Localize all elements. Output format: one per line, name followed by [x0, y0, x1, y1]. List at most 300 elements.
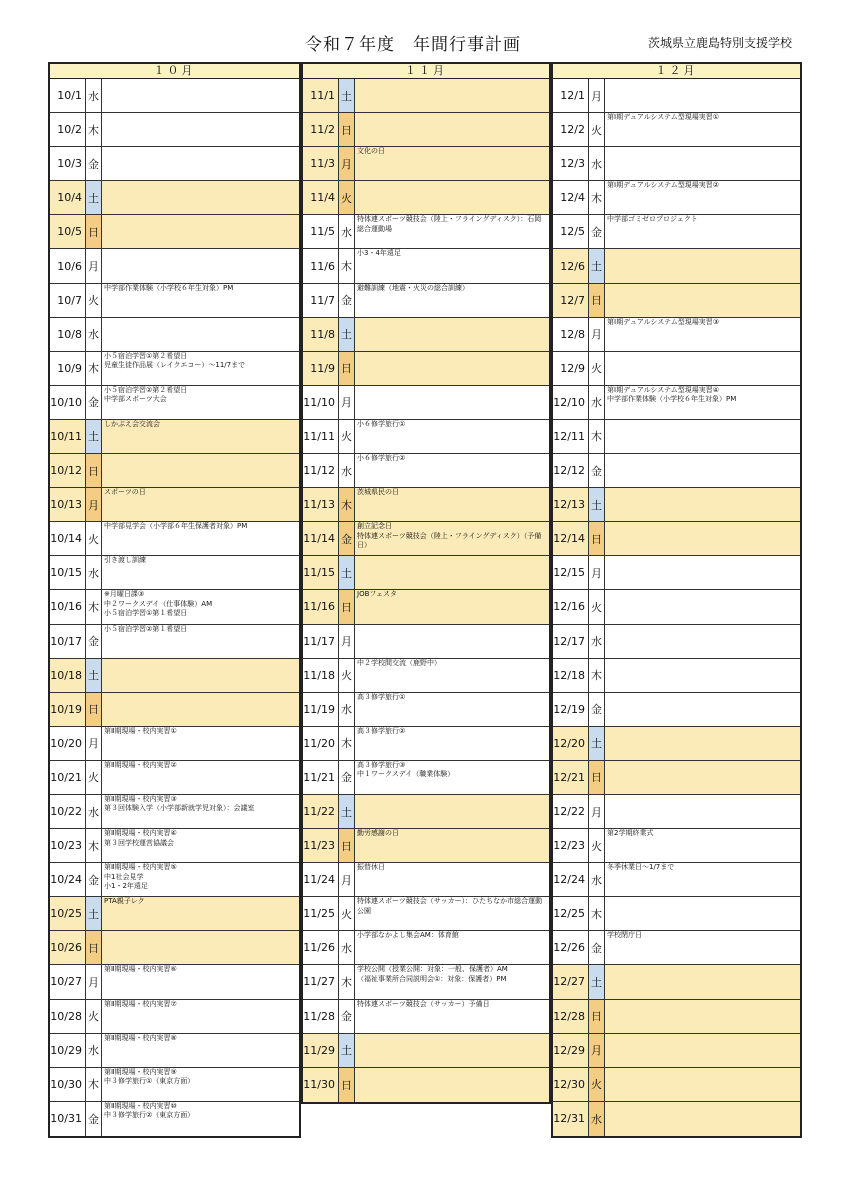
day-date: 11/29	[303, 1034, 339, 1067]
day-events	[355, 1068, 549, 1102]
day-date: 11/10	[303, 386, 339, 419]
day-weekday: 土	[339, 79, 355, 112]
day-events: JOBフェスタ	[355, 590, 549, 623]
day-date: 10/29	[50, 1034, 86, 1067]
day-date: 12/14	[553, 522, 589, 555]
day-events	[102, 147, 299, 180]
day-date: 12/24	[553, 863, 589, 896]
day-events: 特体連スポーツ競技会（サッカー）予備日	[357, 999, 490, 1008]
day-date: 10/14	[50, 522, 86, 555]
day-date: 12/29	[553, 1034, 589, 1067]
day-date: 12/17	[553, 625, 589, 658]
day-events: 小５宿泊学習①第２希望日 児童生徒作品展（レイクエコー）～11/7まで	[104, 351, 246, 370]
month-column-december	[551, 62, 802, 1138]
day-events: 第Ⅱ期現場・校内実習③ 第３回体験入学（小学部新就学児対象）：会議室	[104, 794, 255, 813]
day-events: 学校公開（授業公開：対象：一般、保護者）AM （福祉事業所合同説明会①：対象：保護者）PM	[357, 965, 508, 983]
day-events: ※月曜日課③ 中２ワークスデイ（仕事体験）AM 小５宿泊学習①第１希望日	[104, 590, 213, 618]
day-events: 第Ⅱ期現場・校内実習⑥	[104, 965, 177, 974]
day-events: 第Ⅱ期現場・校内実習⑧	[104, 1033, 177, 1042]
day-row	[303, 1034, 549, 1068]
day-weekday: 日	[86, 454, 102, 487]
day-events	[355, 556, 549, 589]
day-events: 振替休日	[357, 863, 385, 872]
day-date: 11/6	[303, 249, 339, 282]
day-row	[553, 249, 800, 283]
day-date: 12/31	[553, 1102, 589, 1136]
day-row	[303, 454, 549, 488]
day-row	[50, 420, 299, 454]
day-weekday: 金	[86, 386, 102, 419]
day-date: 12/8	[553, 318, 589, 351]
day-weekday: 月	[589, 318, 605, 351]
day-row	[553, 1034, 800, 1068]
day-date: 11/16	[303, 590, 339, 623]
day-date: 11/28	[303, 1000, 339, 1033]
day-weekday: 火	[589, 829, 605, 862]
day-row	[50, 965, 299, 999]
day-date: 12/12	[553, 454, 589, 487]
day-row	[303, 147, 549, 181]
day-date: 12/18	[553, 659, 589, 692]
day-events: 第2学期終業式	[607, 829, 654, 838]
day-events: 高３修学旅行①	[357, 692, 406, 701]
day-date: 11/19	[303, 693, 339, 726]
day-events	[605, 761, 800, 794]
day-events: PTA親子レク	[102, 897, 299, 930]
day-events	[355, 318, 549, 351]
day-row	[303, 693, 549, 727]
day-date: 11/4	[303, 181, 339, 214]
day-events	[102, 79, 299, 112]
day-date: 12/28	[553, 1000, 589, 1033]
day-date: 10/7	[50, 284, 86, 317]
day-weekday: 土	[589, 965, 605, 998]
day-weekday: 水	[589, 1102, 605, 1136]
day-row	[553, 795, 800, 829]
day-events	[605, 488, 800, 521]
day-row	[553, 147, 800, 181]
day-events: 創立記念日 特体連スポーツ競技会（陸上・フライングディスク）（予備日）	[355, 522, 549, 555]
day-weekday: 火	[589, 113, 605, 146]
day-events: 第Ⅰ期デュアルシステム型現場実習①	[607, 113, 719, 122]
day-events	[605, 352, 800, 385]
day-events	[355, 1034, 549, 1067]
day-date: 11/8	[303, 318, 339, 351]
day-date: 11/15	[303, 556, 339, 589]
day-weekday: 月	[589, 1034, 605, 1067]
day-date: 10/26	[50, 931, 86, 964]
school-name: 茨城県立鹿島特別支援学校	[648, 36, 793, 50]
day-events	[102, 181, 299, 214]
day-events: 特体連スポーツ競技会（サッカー）：ひたちなか市総合運動公園	[357, 897, 543, 915]
day-weekday: 木	[86, 1068, 102, 1101]
day-weekday: 土	[589, 249, 605, 282]
day-weekday: 火	[589, 590, 605, 623]
day-row	[303, 590, 549, 624]
day-date: 10/4	[50, 181, 86, 214]
day-row	[50, 625, 299, 659]
day-row	[50, 659, 299, 693]
day-row	[50, 284, 299, 318]
day-weekday: 土	[589, 727, 605, 760]
day-weekday: 土	[86, 897, 102, 930]
day-events: 第Ⅰ期デュアルシステム型現場実習④ 中学部作業体験（小学校６年生対象）PM	[607, 385, 737, 404]
day-weekday: 日	[589, 761, 605, 794]
day-row	[553, 318, 800, 352]
day-weekday: 土	[339, 795, 355, 828]
day-row	[303, 181, 549, 215]
day-date: 11/3	[303, 147, 339, 180]
day-row	[50, 693, 299, 727]
day-row	[553, 863, 800, 897]
day-events: 第Ⅱ期現場・校内実習①	[104, 726, 177, 735]
day-events: 小６修学旅行①	[357, 419, 406, 428]
day-date: 10/22	[50, 795, 86, 828]
day-events	[605, 727, 800, 760]
day-date: 10/18	[50, 659, 86, 692]
day-events: しかぷえ会交流会	[102, 420, 299, 453]
day-row	[553, 488, 800, 522]
day-row	[303, 931, 549, 965]
day-date: 11/20	[303, 727, 339, 760]
day-row	[553, 1000, 800, 1034]
day-date: 11/9	[303, 352, 339, 385]
day-weekday: 日	[339, 352, 355, 385]
day-row	[303, 556, 549, 590]
day-row	[50, 590, 299, 624]
day-date: 10/25	[50, 897, 86, 930]
day-weekday: 金	[86, 625, 102, 658]
day-row	[553, 522, 800, 556]
day-events	[102, 454, 299, 487]
day-weekday: 水	[86, 1034, 102, 1067]
day-row	[303, 1000, 549, 1034]
day-row	[50, 386, 299, 420]
day-weekday: 月	[86, 249, 102, 282]
day-date: 11/14	[303, 522, 339, 555]
day-date: 11/18	[303, 659, 339, 692]
day-events	[605, 249, 800, 282]
day-row	[553, 284, 800, 318]
day-date: 12/5	[553, 215, 589, 248]
day-weekday: 月	[339, 863, 355, 896]
day-row	[303, 625, 549, 659]
day-weekday: 火	[589, 1068, 605, 1101]
day-date: 12/21	[553, 761, 589, 794]
day-events: 特体連スポーツ競技会（陸上・フライングディスク）：石岡総合運動場	[357, 215, 542, 233]
day-row	[553, 215, 800, 249]
day-events	[605, 693, 800, 726]
day-date: 12/23	[553, 829, 589, 862]
day-events: 第Ⅱ期現場・校内実習②	[104, 760, 177, 769]
day-events	[102, 693, 299, 726]
day-weekday: 日	[339, 590, 355, 623]
day-date: 12/10	[553, 386, 589, 419]
day-row	[553, 420, 800, 454]
day-date: 12/2	[553, 113, 589, 146]
day-weekday: 火	[339, 659, 355, 692]
day-weekday: 火	[339, 181, 355, 214]
day-date: 11/25	[303, 897, 339, 930]
day-weekday: 火	[86, 284, 102, 317]
day-weekday: 木	[339, 249, 355, 282]
day-weekday: 土	[86, 181, 102, 214]
day-date: 10/28	[50, 1000, 86, 1033]
day-row	[553, 829, 800, 863]
day-weekday: 土	[86, 659, 102, 692]
day-row	[553, 454, 800, 488]
day-weekday: 水	[589, 386, 605, 419]
day-row	[50, 795, 299, 829]
day-row	[50, 249, 299, 283]
day-row	[50, 897, 299, 931]
day-date: 12/11	[553, 420, 589, 453]
day-events	[355, 181, 549, 214]
day-date: 11/7	[303, 284, 339, 317]
day-date: 12/20	[553, 727, 589, 760]
day-date: 10/19	[50, 693, 86, 726]
day-events	[355, 352, 549, 385]
day-events: 勤労感謝の日	[355, 829, 549, 862]
day-row	[553, 693, 800, 727]
day-events: 引き渡し訓練	[104, 556, 146, 565]
day-weekday: 水	[86, 79, 102, 112]
day-weekday: 金	[339, 1000, 355, 1033]
day-weekday: 木	[339, 727, 355, 760]
day-date: 11/24	[303, 863, 339, 896]
day-date: 11/11	[303, 420, 339, 453]
day-weekday: 木	[339, 965, 355, 998]
day-date: 10/9	[50, 352, 86, 385]
day-row	[303, 965, 549, 999]
month-column-october	[48, 62, 301, 1138]
day-row	[50, 863, 299, 897]
day-row	[553, 181, 800, 215]
day-events	[605, 659, 800, 692]
day-events: 中学部ゴミゼロプロジェクト	[607, 215, 698, 224]
day-date: 11/22	[303, 795, 339, 828]
day-events	[605, 1000, 800, 1033]
day-weekday: 土	[339, 556, 355, 589]
day-row	[50, 522, 299, 556]
day-weekday: 月	[589, 556, 605, 589]
day-row	[50, 931, 299, 965]
day-events	[102, 931, 299, 964]
day-events	[102, 249, 299, 282]
day-events	[102, 659, 299, 692]
day-row	[50, 829, 299, 863]
day-row	[303, 215, 549, 249]
day-weekday: 土	[339, 318, 355, 351]
day-row	[50, 761, 299, 795]
day-weekday: 日	[589, 284, 605, 317]
day-events	[605, 284, 800, 317]
day-weekday: 金	[589, 215, 605, 248]
day-row	[303, 897, 549, 931]
day-row	[303, 761, 549, 795]
day-weekday: 金	[86, 147, 102, 180]
day-events	[102, 318, 299, 351]
day-row	[50, 79, 299, 113]
day-date: 12/25	[553, 897, 589, 930]
day-date: 10/10	[50, 386, 86, 419]
day-weekday: 木	[589, 897, 605, 930]
day-weekday: 金	[589, 693, 605, 726]
day-row	[553, 761, 800, 795]
day-date: 11/27	[303, 965, 339, 998]
day-events: 高３修学旅行②	[357, 726, 406, 735]
month-header: １０月	[50, 64, 299, 79]
day-row	[50, 147, 299, 181]
day-events: 小６修学旅行②	[357, 454, 406, 463]
day-row	[553, 113, 800, 147]
day-weekday: 水	[339, 454, 355, 487]
day-date: 10/12	[50, 454, 86, 487]
day-row	[553, 352, 800, 386]
day-events	[605, 897, 800, 930]
day-row	[553, 625, 800, 659]
day-weekday: 水	[86, 556, 102, 589]
day-row	[553, 1068, 800, 1102]
day-date: 10/5	[50, 215, 86, 248]
day-row	[50, 1034, 299, 1068]
day-weekday: 月	[339, 386, 355, 419]
day-date: 12/19	[553, 693, 589, 726]
day-weekday: 月	[86, 727, 102, 760]
day-date: 12/3	[553, 147, 589, 180]
day-row	[303, 284, 549, 318]
day-date: 10/1	[50, 79, 86, 112]
day-weekday: 木	[589, 181, 605, 214]
day-date: 12/9	[553, 352, 589, 385]
day-weekday: 木	[589, 420, 605, 453]
day-date: 10/6	[50, 249, 86, 282]
day-date: 11/2	[303, 113, 339, 146]
day-weekday: 水	[339, 215, 355, 248]
day-events	[605, 590, 800, 623]
day-row	[553, 965, 800, 999]
day-date: 11/12	[303, 454, 339, 487]
day-weekday: 水	[589, 147, 605, 180]
day-weekday: 日	[86, 215, 102, 248]
day-events	[355, 79, 549, 112]
day-row	[303, 113, 549, 147]
day-weekday: 火	[339, 420, 355, 453]
day-weekday: 木	[589, 659, 605, 692]
day-date: 10/30	[50, 1068, 86, 1101]
day-weekday: 金	[589, 454, 605, 487]
day-weekday: 水	[589, 625, 605, 658]
day-events	[605, 1034, 800, 1067]
day-row	[303, 522, 549, 556]
day-date: 12/26	[553, 931, 589, 964]
day-weekday: 木	[86, 352, 102, 385]
day-row	[303, 795, 549, 829]
day-date: 10/15	[50, 556, 86, 589]
day-weekday: 日	[339, 829, 355, 862]
day-row	[553, 659, 800, 693]
day-events: 中学部作業体験（小学校６年生対象）PM	[104, 283, 234, 292]
day-events: 第Ⅱ期現場・校内実習⑩ 中３修学旅行②（東京方面）	[104, 1101, 195, 1120]
day-events	[102, 215, 299, 248]
day-weekday: 火	[589, 352, 605, 385]
day-row	[553, 386, 800, 420]
day-events: 小3・4年遠足	[357, 249, 401, 258]
day-row	[553, 1102, 800, 1136]
day-events: 中学部見学会（小学部６年生保護者対象）PM	[104, 522, 248, 531]
day-row	[303, 420, 549, 454]
day-row	[50, 1068, 299, 1102]
day-weekday: 金	[589, 931, 605, 964]
day-row	[303, 318, 549, 352]
day-date: 10/11	[50, 420, 86, 453]
day-row	[50, 488, 299, 522]
day-events: 第Ⅰ期デュアルシステム型現場実習②	[607, 181, 719, 190]
day-weekday: 金	[339, 284, 355, 317]
month-column-november	[301, 62, 551, 1104]
day-row	[303, 727, 549, 761]
day-row	[553, 556, 800, 590]
day-weekday: 日	[86, 931, 102, 964]
day-row	[303, 79, 549, 113]
day-row	[50, 318, 299, 352]
day-weekday: 日	[339, 113, 355, 146]
day-row	[303, 352, 549, 386]
day-row	[553, 79, 800, 113]
day-events	[102, 113, 299, 146]
day-weekday: 金	[86, 1102, 102, 1136]
day-row	[303, 659, 549, 693]
day-date: 11/1	[303, 79, 339, 112]
day-date: 12/22	[553, 795, 589, 828]
day-row	[50, 181, 299, 215]
day-row	[50, 556, 299, 590]
day-date: 11/26	[303, 931, 339, 964]
day-row	[303, 863, 549, 897]
day-date: 10/20	[50, 727, 86, 760]
day-events	[605, 147, 800, 180]
day-events	[605, 625, 800, 658]
day-weekday: 月	[589, 79, 605, 112]
day-date: 12/15	[553, 556, 589, 589]
day-date: 10/21	[50, 761, 86, 794]
day-date: 10/17	[50, 625, 86, 658]
day-events: 学校閉庁日	[607, 931, 642, 940]
day-weekday: 水	[339, 931, 355, 964]
day-weekday: 水	[86, 795, 102, 828]
day-row	[50, 727, 299, 761]
day-date: 10/27	[50, 965, 86, 998]
day-weekday: 月	[86, 965, 102, 998]
day-events	[605, 79, 800, 112]
day-events: 文化の日	[355, 147, 549, 180]
day-row	[50, 1102, 299, 1136]
day-date: 12/7	[553, 284, 589, 317]
day-weekday: 金	[86, 863, 102, 896]
day-weekday: 日	[589, 1000, 605, 1033]
day-date: 12/1	[553, 79, 589, 112]
day-weekday: 土	[86, 420, 102, 453]
day-row	[50, 454, 299, 488]
day-date: 12/6	[553, 249, 589, 282]
day-events	[605, 965, 800, 998]
day-row	[303, 249, 549, 283]
day-date: 10/23	[50, 829, 86, 862]
day-events	[605, 522, 800, 555]
day-events	[605, 556, 800, 589]
day-date: 10/2	[50, 113, 86, 146]
day-date: 12/16	[553, 590, 589, 623]
